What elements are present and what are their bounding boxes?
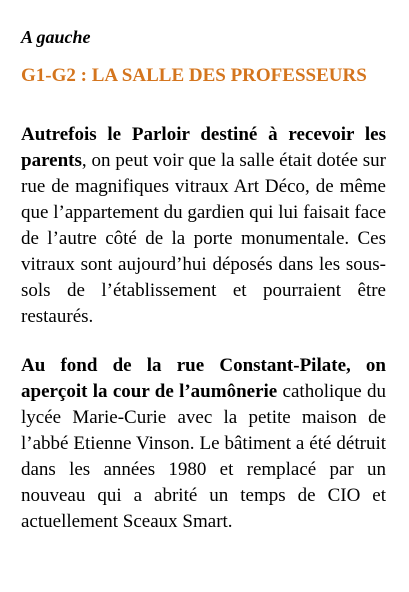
paragraph-aumonerie-body: catholique du lycée Marie-Curie avec la petite maison de l’abbé Etienne Vinson. Le bâtiment a été détruit dans les années 1980 et remplacé par un nouveau qui a abrité un temps de CIO et actuellement Sceaux Smart. xyxy=(21,381,386,532)
paragraph-aumonerie xyxy=(21,353,386,535)
section-label: A gauche xyxy=(21,27,91,47)
paragraph-parloir-lead: Autrefois le Parloir destiné à recevoir les parents xyxy=(21,124,386,171)
paragraph-parloir xyxy=(21,122,386,330)
paragraph-parloir-body: , on peut voir que la salle était dotée sur rue de magnifiques vitraux Art Déco, de même que l’appartement du gardien qui lui faisait face de l’autre côté de la porte monumentale. Ces vitraux sont aujourd’hui déposés dans les sous-sols de l’établissement et pourraient être restaurés. xyxy=(21,150,386,327)
paragraph-aumonerie-lead: Au fond de la rue Constant-Pilate, on aperçoit la cour de l’aumônerie xyxy=(21,355,386,402)
section-heading: G1-G2 : LA SALLE DES PROFESSEURS xyxy=(21,65,367,86)
